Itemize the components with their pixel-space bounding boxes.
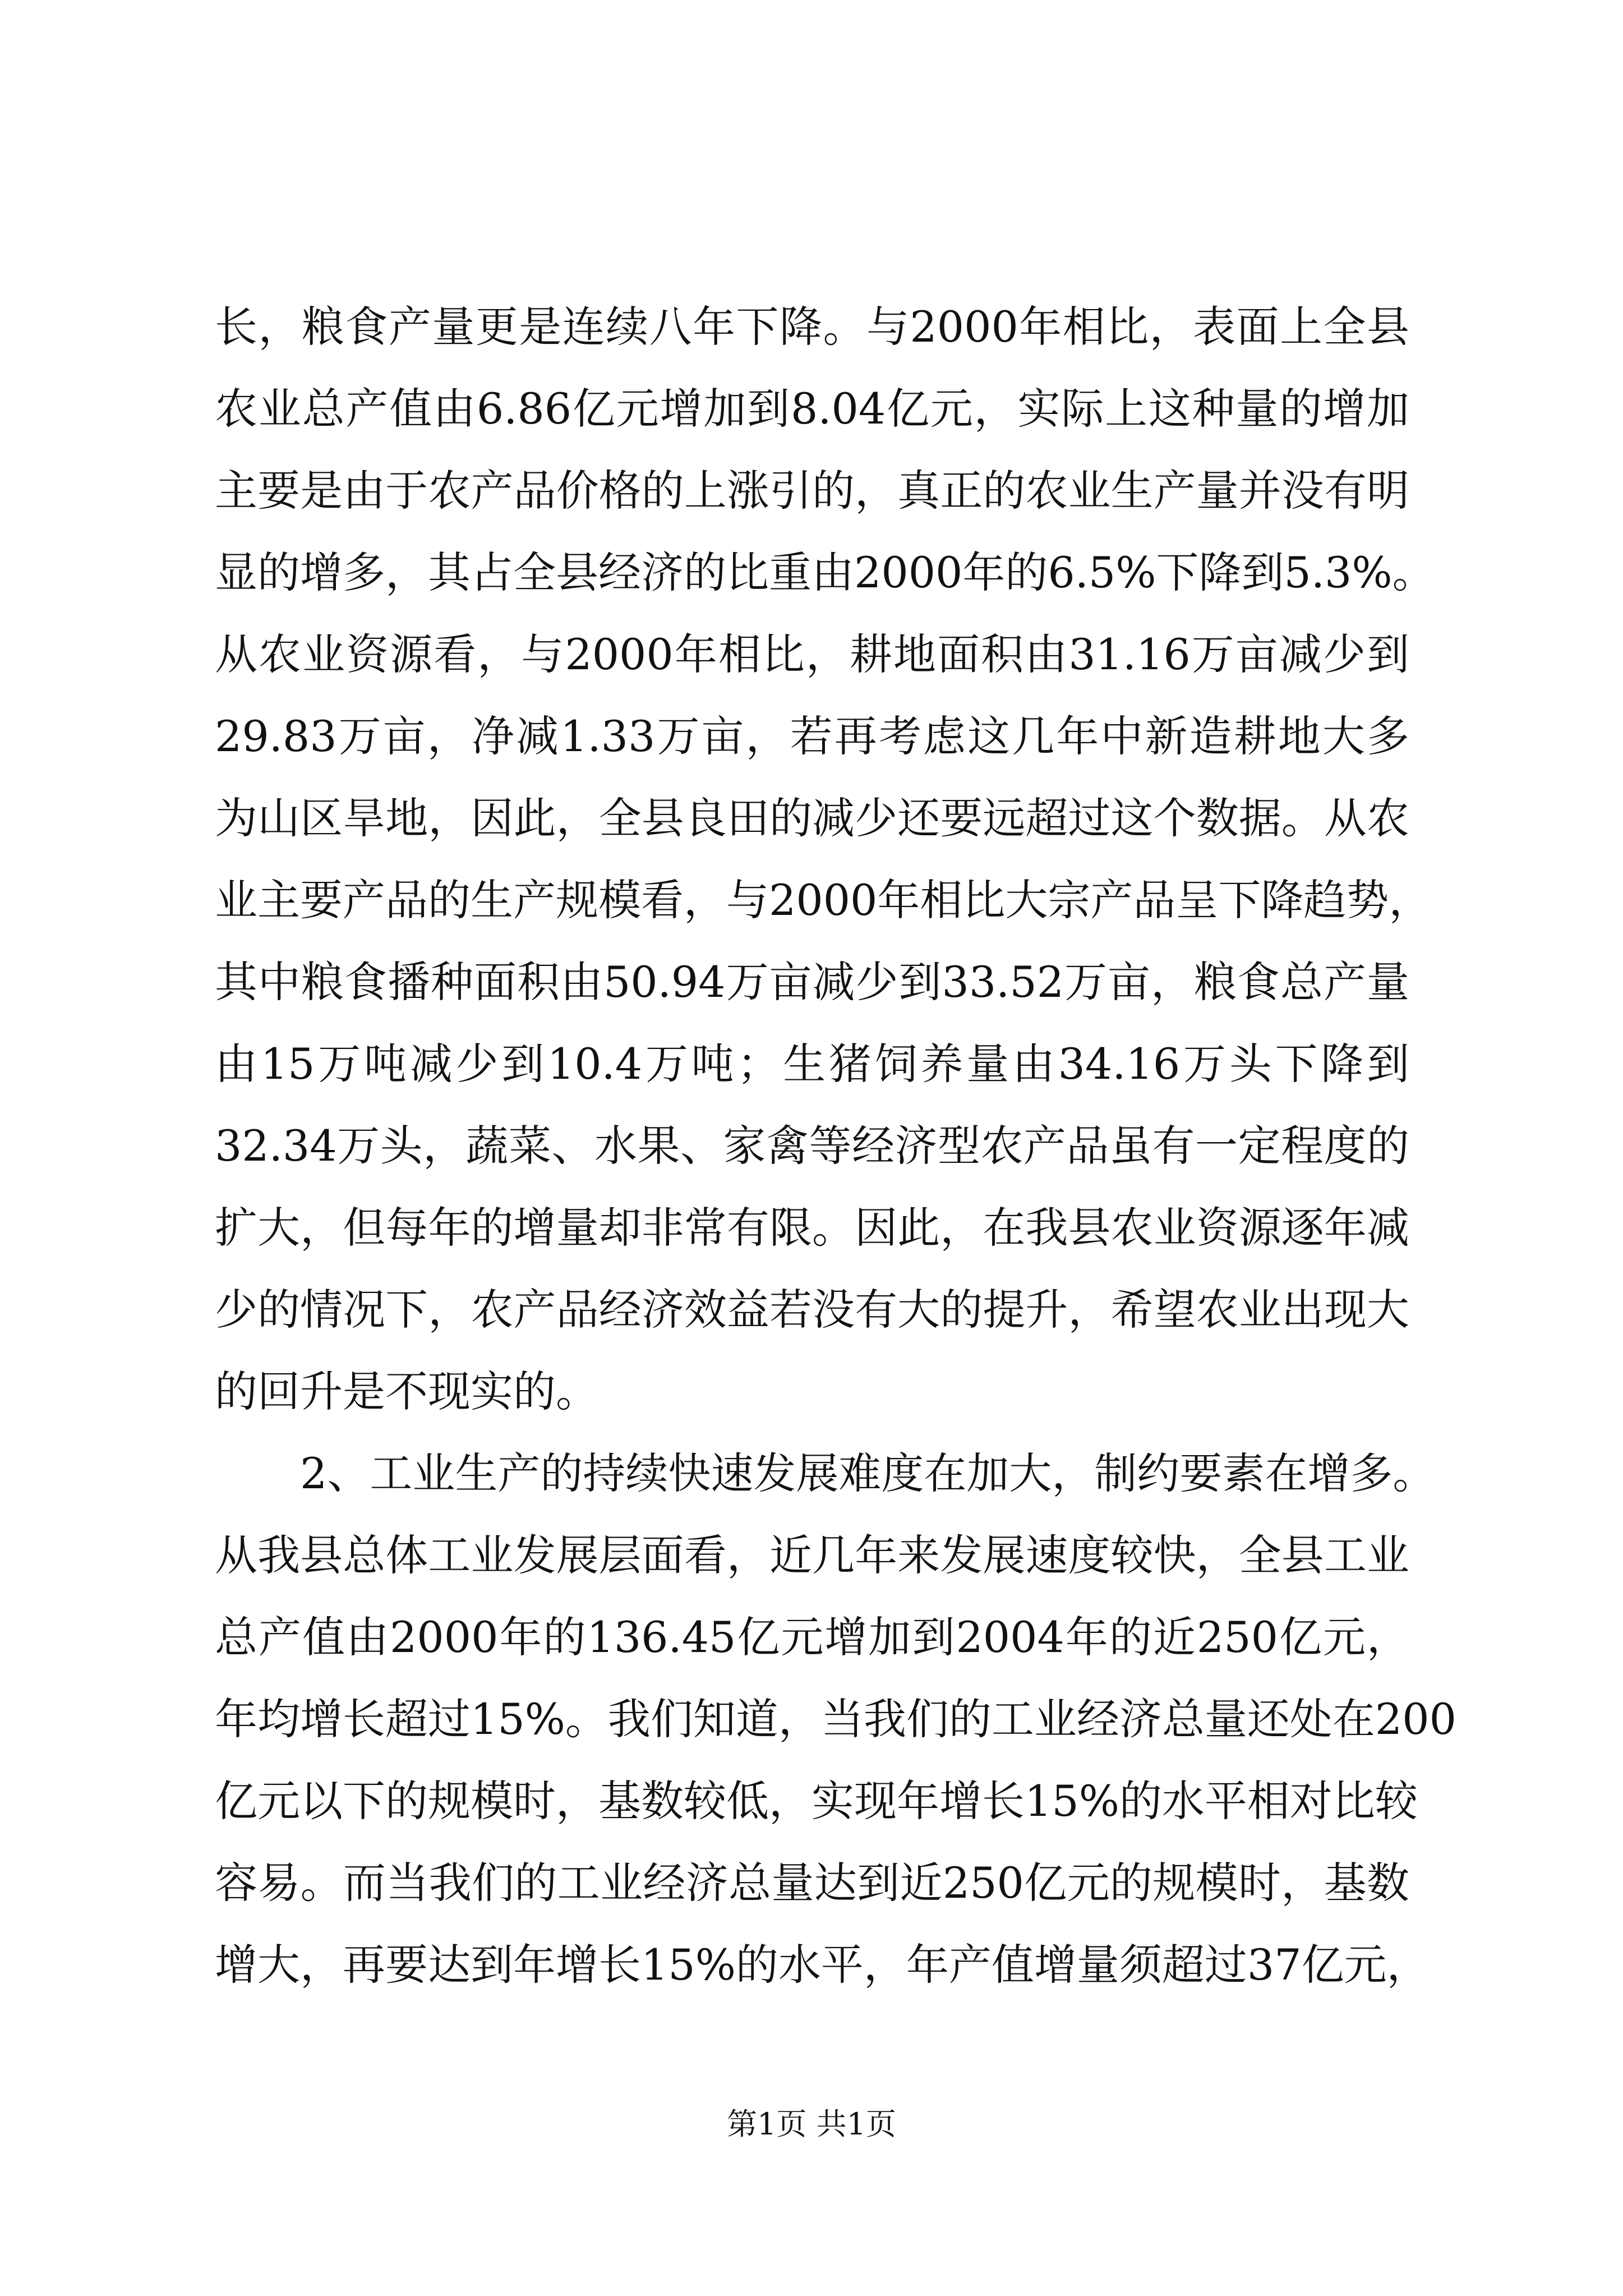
text-line: 为山区旱地，因此，全县良田的减少还要远超过这个数据。从农	[215, 793, 1409, 843]
page-number: 第1页 共1页	[727, 2106, 896, 2142]
text-line: 农业总产值由6.86亿元增加到8.04亿元，实际上这种量的增加	[215, 384, 1409, 434]
text-line: 从农业资源看，与2000年相比，耕地面积由31.16万亩减少到	[215, 629, 1409, 679]
body-text	[215, 286, 1456, 2006]
paragraph-start-line: 2、工业生产的持续快速发展难度在加大，制约要素在增多。	[300, 1448, 1436, 1498]
text-line: 扩大，但每年的增量却非常有限。因此，在我县农业资源逐年减	[215, 1203, 1409, 1253]
text-line: 业主要产品的生产规模看，与2000年相比大宗产品呈下降趋势，	[215, 875, 1432, 925]
text-line: 长，粮食产量更是连续八年下降。与2000年相比，表面上全县	[215, 302, 1409, 352]
text-line: 主要是由于农产品价格的上涨引的，真正的农业生产量并没有明	[215, 466, 1409, 516]
text-line: 亿元以下的规模时，基数较低，实现年增长15%的水平相对比较	[215, 1776, 1418, 1826]
text-line: 32.34万头，蔬菜、水果、家禽等经济型农产品虽有一定程度的	[215, 1121, 1409, 1171]
text-line: 的回升是不现实的。	[215, 1366, 598, 1416]
text-line: 容易。而当我们的工业经济总量达到近250亿元的规模时，基数	[215, 1858, 1409, 1908]
text-line: 从我县总体工业发展层面看，近几年来发展速度较快，全县工业	[215, 1530, 1409, 1580]
text-line: 少的情况下，农产品经济效益若没有大的提升，希望农业出现大	[215, 1285, 1409, 1335]
text-line: 增大，再要达到年增长15%的水平，年产值增量须超过37亿元，	[215, 1940, 1430, 1990]
text-line: 总产值由2000年的136.45亿元增加到2004年的近250亿元，	[215, 1612, 1409, 1662]
text-line: 由15万吨减少到10.4万吨；生猪饲养量由34.16万头下降到	[215, 1039, 1409, 1089]
text-line: 其中粮食播种面积由50.94万亩减少到33.52万亩，粮食总产量	[215, 957, 1409, 1007]
text-line: 年均增长超过15%。我们知道，当我们的工业经济总量还处在200	[215, 1694, 1456, 1744]
text-line: 29.83万亩，净减1.33万亩，若再考虑这几年中新造耕地大多	[215, 711, 1409, 761]
text-line: 显的增多，其占全县经济的比重由2000年的6.5%下降到5.3%。	[215, 547, 1435, 597]
